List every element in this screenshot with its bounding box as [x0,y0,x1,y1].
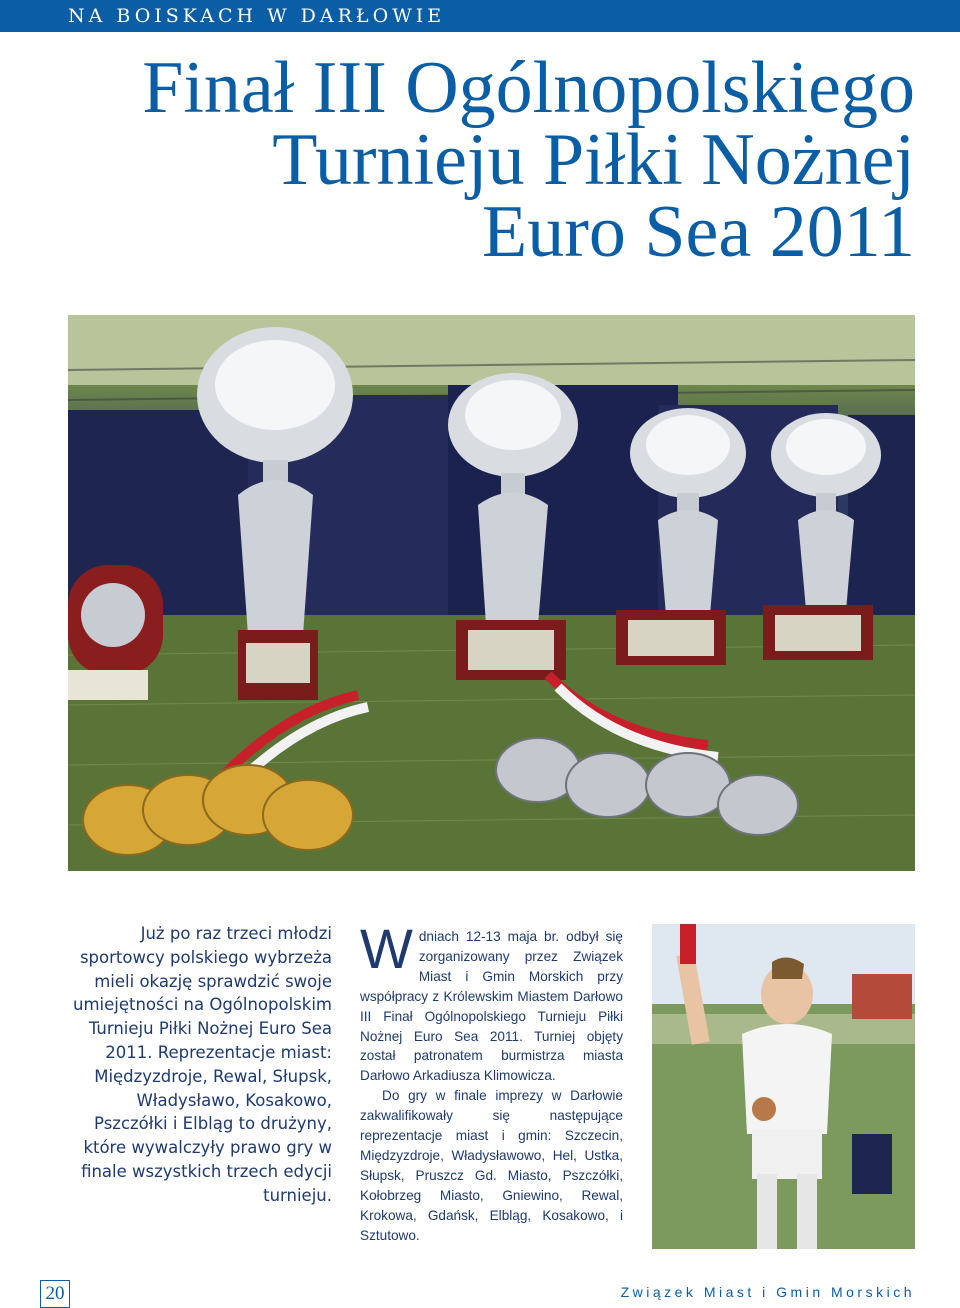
article-body [360,917,623,1246]
paragraph-1 [360,917,623,1086]
article-title [55,47,915,273]
player-photo [652,924,915,1249]
drop-cap: W [360,917,413,980]
section-header-bar [0,0,960,32]
title-line-1: Finał III Ogólnopolskiego [142,47,915,129]
trophies-illustration [68,315,915,871]
title-line-3: Euro Sea 2011 [482,191,915,273]
title-line-2: Turnieju Piłki Nożnej [272,119,915,201]
publisher-name: Związek Miast i Gmin Morskich [620,1284,915,1300]
trophies-photo [68,315,915,871]
article-lead: Już po raz trzeci młodzi sportowcy polskiego wybrzeża mieli okazję sprawdzić swoje umiejętności na Ogólnopolskim Turnieju Piłki Nożnej Euro Sea 2011. Reprezentacje miast: Międzyzdroje, Rewal, Słupsk, Władysławo, Kosakowo, Pszczółki i Elbląg to drużyny, które wywalczyły prawo gry w finale wszystkich trzech edycji turnieju. [73,924,332,1205]
paragraph-2: Do gry w finale imprezy w Darłowie zakwalifikowały się następujące reprezentacje miast i gmin: Szczecin, Międzyzdroje, Władysławowo, Hel, Ustka, Słupsk, Pruszcz Gd. Miasto, Pszczółki, Kołobrzeg Miasto, Gniewino, Rewal, Krokowa, Gdańsk, Elbląg, Kosakowo, i Sztutowo. [360,1088,623,1243]
page-number: 20 [40,1280,70,1308]
paragraph-1-text: dniach 12-13 maja br. odbył się zorganizowany przez Związek Miast i Gmin Morskich przy współpracy z Królewskim Miastem Darłowo III Finał Ogólnopolskiego Turnieju Piłki Nożnej Euro Sea 2011. Turniej objęty został patronatem burmistrza miasta Darłowo Arkadiusza Klimowicza. [360,929,623,1084]
section-label: NA BOISKACH W DARŁOWIE [68,5,446,27]
player-illustration [652,924,915,1249]
